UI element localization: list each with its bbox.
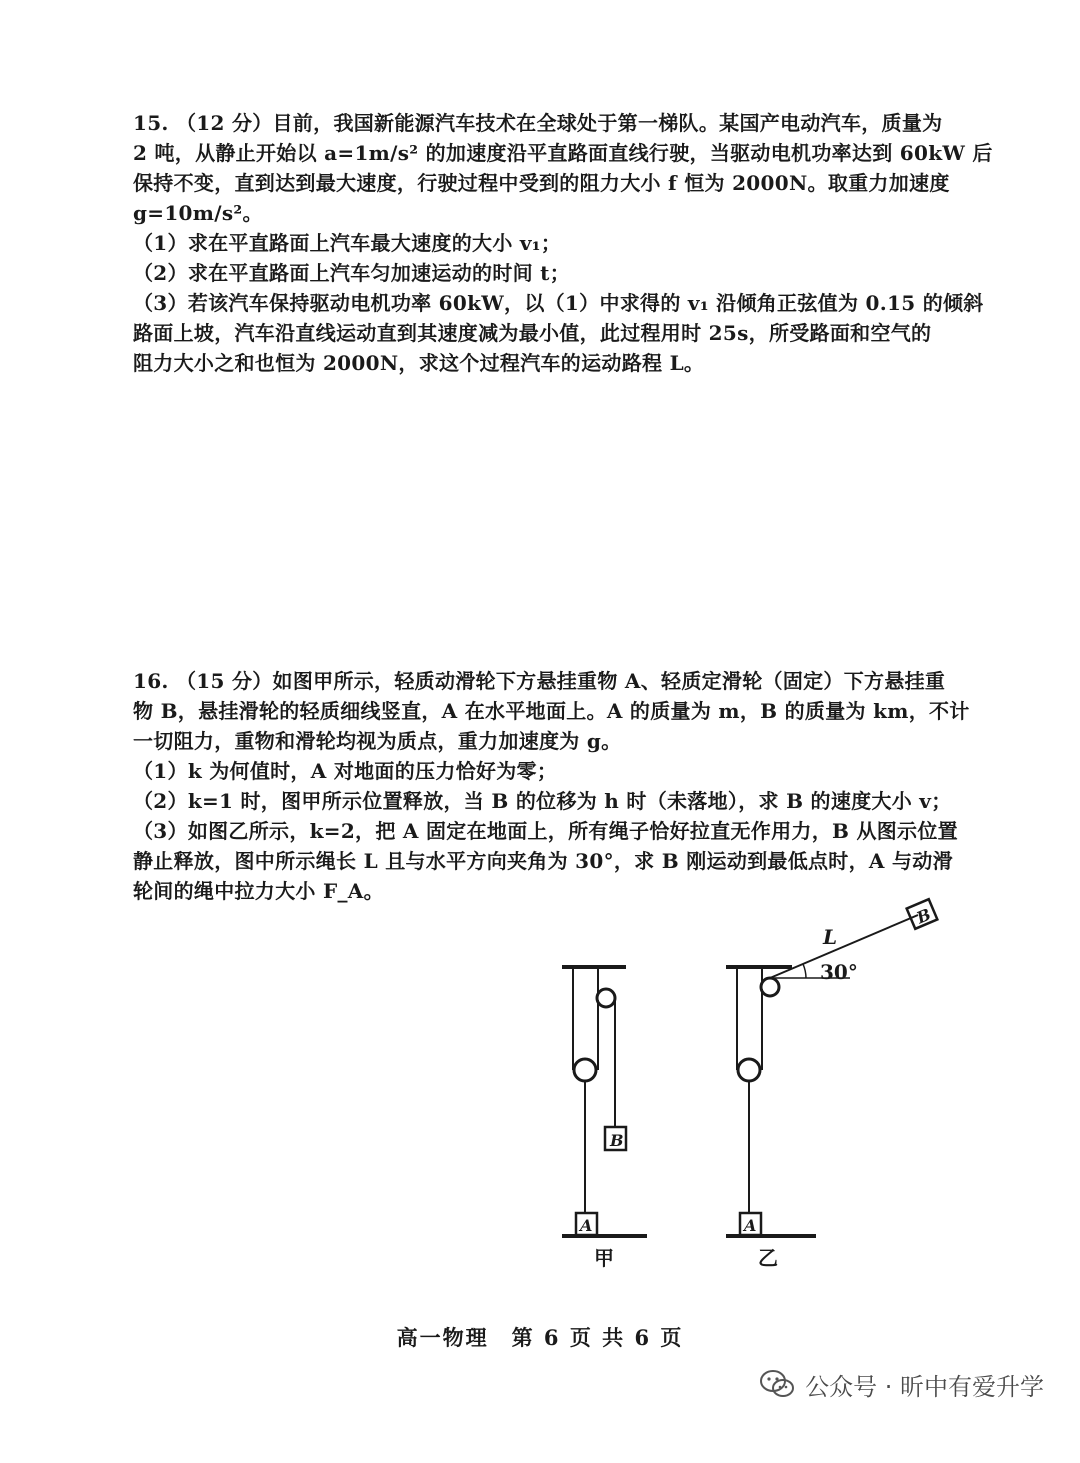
problem-16-line: 静止释放，图中所示绳长 L 且与水平方向夹角为 30°，求 B 刚运动到最低点时，A 与动滑 xyxy=(133,849,953,873)
problem-16-line: 轮间的绳中拉力大小 F_A。 xyxy=(133,879,384,903)
problem-15-line: 路面上坡，汽车沿直线运动直到其速度减为最小值，此过程用时 25s，所受路面和空气的 xyxy=(133,321,932,345)
problem-15-line: 阻力大小之和也恒为 2000N，求这个过程汽车的运动路程 L。 xyxy=(133,351,705,375)
rope-length-label: L xyxy=(823,925,838,949)
pulley-figure xyxy=(540,895,980,1280)
fixed-pulley-left xyxy=(597,989,615,1007)
problem-16 xyxy=(133,666,975,906)
block-a-right-label: A xyxy=(744,1216,757,1235)
problem-15-question-3: （3）若该汽车保持驱动电机功率 60kW，以（1）中求得的 v₁ 沿倾角正弦值为 0.15 的倾斜 xyxy=(133,291,984,315)
fixed-pulley-right xyxy=(761,978,779,996)
caption-right: 乙 xyxy=(758,1246,778,1270)
watermark-text: 公众号 · 昕中有爱升学 xyxy=(805,1372,1044,1401)
problem-16-line: 一切阻力，重物和滑轮均视为质点，重力加速度为 g。 xyxy=(133,729,622,753)
block-a-left-label: A xyxy=(580,1216,593,1235)
problem-16-question-1: （1）k 为何值时，A 对地面的压力恰好为零； xyxy=(133,759,558,783)
problem-15-line: 15. （12 分）目前，我国新能源汽车技术在全球处于第一梯队。某国产电动汽车，质量为 xyxy=(133,111,943,135)
block-b-right-label: B xyxy=(913,904,934,928)
block-b-left-label: B xyxy=(610,1131,624,1150)
problem-15-question-2: （2）求在平直路面上汽车匀加速运动的时间 t； xyxy=(133,261,571,285)
wechat-icon xyxy=(759,1369,795,1399)
movable-pulley-right xyxy=(738,1059,760,1081)
problem-16-line: 16. （15 分）如图甲所示，轻质动滑轮下方悬挂重物 A、轻质定滑轮（固定）下方悬挂重 xyxy=(133,669,946,693)
angle-arc xyxy=(803,964,806,978)
page-footer: 高一物理 第 6 页 共 6 页 xyxy=(396,1325,684,1350)
problem-15-line: 2 吨，从静止开始以 a=1m/s² 的加速度沿平直路面直线行驶，当驱动电机功率达到 60kW 后 xyxy=(133,141,993,165)
problem-15-line: 保持不变，直到达到最大速度，行驶过程中受到的阻力大小 f 恒为 2000N。取重力加速度 xyxy=(133,171,950,195)
problem-15 xyxy=(133,108,993,378)
problem-16-question-3: （3）如图乙所示，k=2，把 A 固定在地面上，所有绳子恰好拉直无作用力，B 从图示位置 xyxy=(133,819,958,843)
problem-16-line: 物 B，悬挂滑轮的轻质细线竖直，A 在水平地面上。A 的质量为 m，B 的质量为 km，不计 xyxy=(133,699,970,723)
angle-label: 30° xyxy=(820,960,858,984)
problem-15-line: g=10m/s²。 xyxy=(133,201,263,225)
problem-16-question-2: （2）k=1 时，图甲所示位置释放，当 B 的位移为 h 时（未落地），求 B 的速度大小 v； xyxy=(133,789,952,813)
watermark xyxy=(759,1362,1044,1406)
movable-pulley-left xyxy=(574,1059,596,1081)
problem-15-question-1: （1）求在平直路面上汽车最大速度的大小 v₁； xyxy=(133,231,562,255)
caption-left: 甲 xyxy=(594,1246,614,1270)
pulley-diagram xyxy=(540,895,980,1280)
